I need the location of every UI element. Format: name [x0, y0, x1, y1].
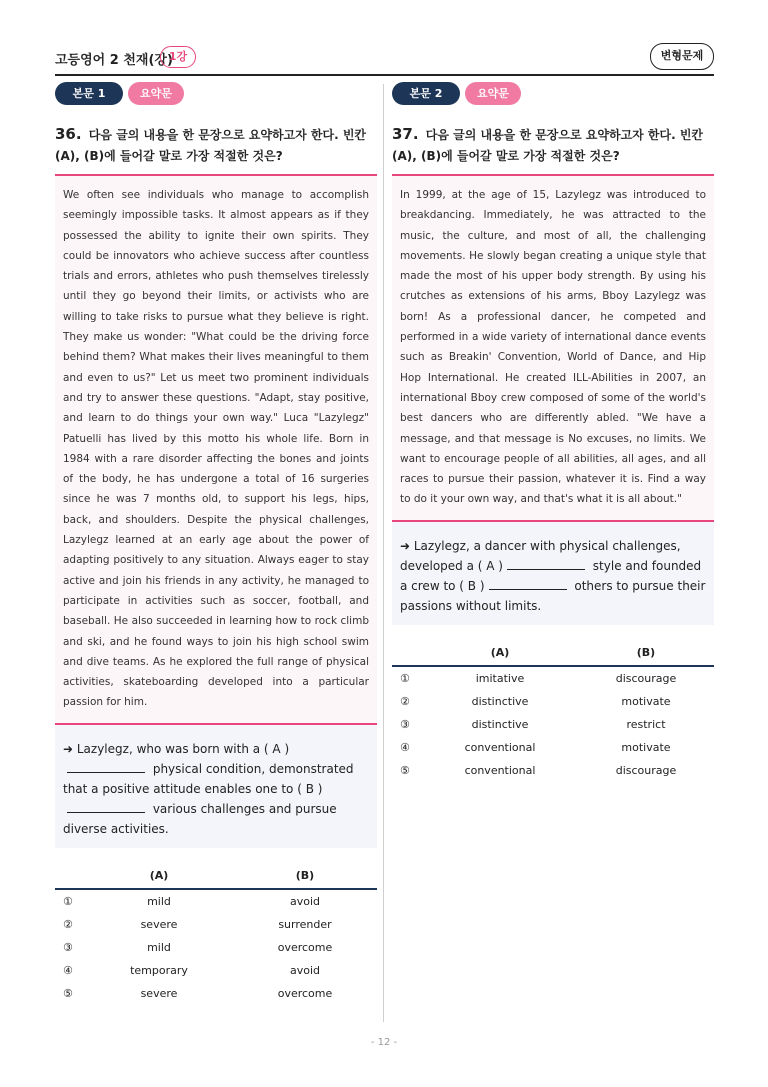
question-tags [55, 82, 377, 106]
choice-a: conventional [464, 763, 536, 777]
choice-row[interactable] [55, 890, 377, 913]
choice-b: overcome [277, 940, 333, 954]
textbook-title: 고등영어 2 천재(강) [55, 53, 173, 68]
question-heading [55, 124, 377, 167]
choice-row[interactable] [392, 736, 714, 759]
choice-a: distinctive [471, 694, 529, 708]
choice-a: temporary [130, 963, 188, 977]
question-tags [392, 82, 714, 106]
choice-a: severe [140, 986, 178, 1000]
question-37 [392, 82, 714, 782]
choice-a: distinctive [471, 717, 529, 731]
question-number: 37. [392, 125, 419, 143]
choice-b: restrict [626, 717, 666, 731]
choice-a: imitative [475, 671, 525, 685]
choice-row[interactable] [392, 690, 714, 713]
column-b-header: (B) [295, 868, 315, 882]
question-heading [392, 124, 714, 167]
choice-number: ① [400, 671, 410, 685]
blank-b [67, 801, 145, 813]
blank-b [489, 578, 567, 590]
summary-part-3: various challenges and pursue diverse activities. [63, 801, 337, 836]
choice-row[interactable] [55, 982, 377, 1005]
choice-number: ④ [400, 740, 410, 754]
summary-part-1: ➜ Lazylegz, a dancer with physical challenges, developed a ( A ) [400, 538, 681, 573]
answer-choices [55, 864, 377, 1005]
choice-row[interactable] [392, 759, 714, 782]
answer-choices [392, 641, 714, 782]
worksheet-type-badge: 변형문제 [650, 43, 714, 70]
choice-b: avoid [289, 963, 321, 977]
choice-a: severe [140, 917, 178, 931]
choice-number: ② [400, 694, 410, 708]
column-a-header: (A) [490, 645, 510, 659]
choice-number: ③ [400, 717, 410, 731]
reading-passage: We often see individuals who manage to accomplish seemingly impossible tasks. It almost appears as if they possessed the ability to ignite their own spirits. They could be innovators who achieve success after countless trials and errors, athletes who push themselves tirelessly until they go beyond their limits, or activists who are willing to take risks to pursue what they believe is right. They make us wonder: "What could be the driving force behind them? What makes their lives meaningful to them and even to us?" Let us meet two prominent individuals and try to answer these questions. "Adapt, stay positive, and learn to do things your own way." Luca "Lazylegz" Patuelli has lived by this motto his whole life. Born in 1984 with a rare disorder affecting the bones and joints of the body, he has undergone a total of 16 surgeries since he was 7 months old, to support his legs, hips, back, and shoulders. Despite the physical challenges, Lazylegz learned at an early age about the power of adapting positively to any situation. Always eager to stay active and join his friends in any activity, he managed to participate in activities such as soccer, football, and baseball. He also succeeded in learning how to rock climb and ski, and he found ways to join his high school swim and dive teams. As he explored the full range of physical activities, skateboarding developed into a particular passion for him. [55, 176, 377, 723]
question-prompt: 다음 글의 내용을 한 문장으로 요약하고자 한다. 빈칸 (A), (B)에 들어갈 말로 가장 적절한 것은? [55, 128, 367, 163]
lesson-badge: 1강 [160, 46, 196, 68]
choice-number: ① [63, 894, 73, 908]
choice-row[interactable] [55, 959, 377, 982]
choice-number: ⑤ [400, 763, 410, 777]
summary-sentence [392, 522, 714, 625]
column-divider [383, 84, 384, 1022]
choice-number: ② [63, 917, 73, 931]
question-36 [55, 82, 377, 1005]
column-b-header: (B) [636, 645, 656, 659]
reading-passage: In 1999, at the age of 15, Lazylegz was introduced to breakdancing. Immediately, he was attracted to the music, the culture, and most of all, the challenging movements. He slowly began creating a unique style that made the most of his upper body strength. By using his crutches as extensions of his arms, Bboy Lazylegz was born! As a professional dancer, he competed and performed in a wide variety of international dance events such as Breakin' Convention, World of Dance, and Hip Hop International. He created ILL-Abilities in 2007, an international Bboy crew composed of some of the world's best dancers who are differently abled. "We have a message, and that message is No excuses, no limits. We want to encourage people of all abilities, all ages, and all races to pursue their passion, whatever it is. Find a way to do it your own way, and that's what it is all about." [392, 176, 714, 520]
choice-number: ④ [63, 963, 73, 977]
choice-b: motivate [621, 694, 671, 708]
choice-a: mild [147, 940, 171, 954]
choice-number: ③ [63, 940, 73, 954]
choice-b: discourage [615, 763, 677, 777]
passage-tag: 본문 2 [392, 82, 460, 105]
passage-tag: 본문 1 [55, 82, 123, 105]
choice-b: discourage [615, 671, 677, 685]
column-a-header: (A) [149, 868, 169, 882]
question-prompt: 다음 글의 내용을 한 문장으로 요약하고자 한다. 빈칸 (A), (B)에 들어갈 말로 가장 적절한 것은? [392, 128, 704, 163]
summary-sentence [55, 725, 377, 848]
choice-a: mild [147, 894, 171, 908]
choice-row[interactable] [392, 713, 714, 736]
summary-part-3: others to pursue their passions without limits. [400, 578, 706, 613]
page-header [55, 42, 714, 76]
summary-part-2: style and founded a crew to ( B ) [400, 558, 702, 593]
choice-row[interactable] [55, 936, 377, 959]
blank-a [67, 761, 145, 773]
question-number: 36. [55, 125, 82, 143]
choice-number: ⑤ [63, 986, 73, 1000]
summary-part-2: physical condition, demonstrated that a positive attitude enables one to ( B ) [63, 761, 354, 796]
choice-b: surrender [278, 917, 332, 931]
summary-part-1: ➜ Lazylegz, who was born with a ( A ) [63, 741, 290, 756]
question-kind-tag: 요약문 [128, 82, 184, 105]
blank-a [507, 558, 585, 570]
choice-row[interactable] [392, 667, 714, 690]
choice-row[interactable] [55, 913, 377, 936]
choices-header [55, 864, 377, 890]
choice-b: avoid [289, 894, 321, 908]
choices-header [392, 641, 714, 667]
choice-b: overcome [277, 986, 333, 1000]
choice-a: conventional [464, 740, 536, 754]
question-kind-tag: 요약문 [465, 82, 521, 105]
choice-b: motivate [621, 740, 671, 754]
page-number: - 12 - [370, 1037, 398, 1048]
